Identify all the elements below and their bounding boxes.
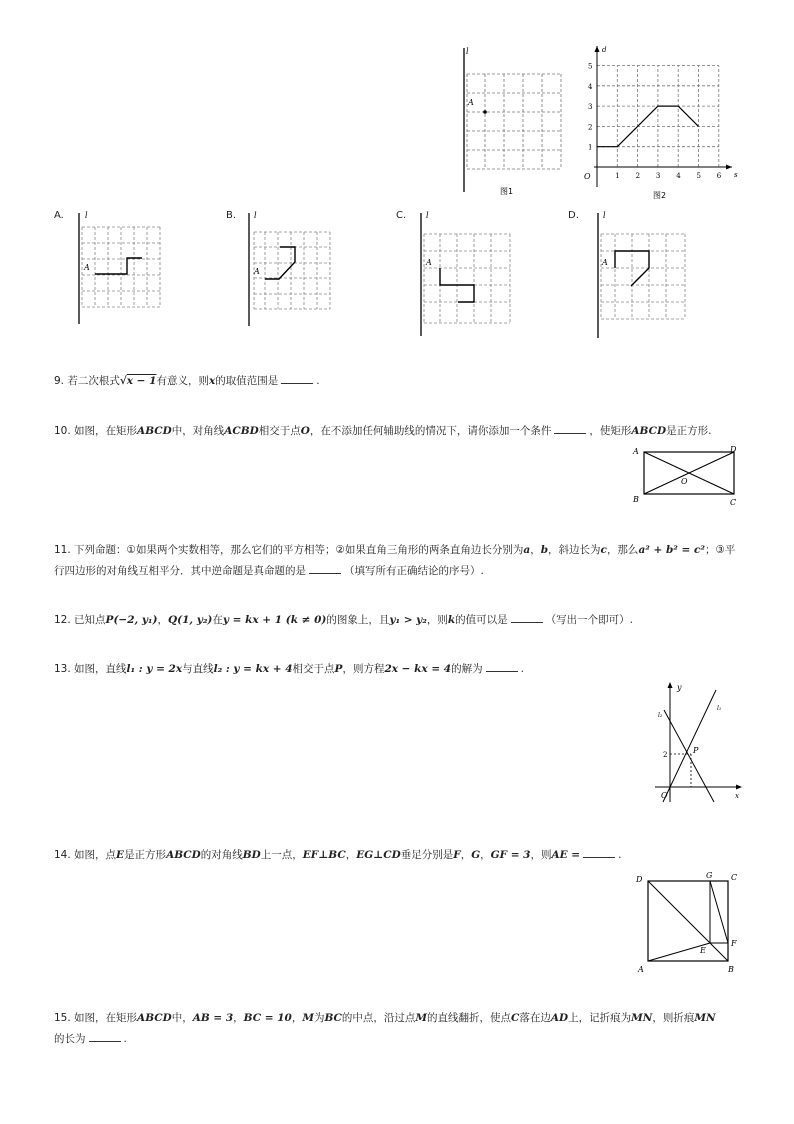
q13-lines-figure: [650, 680, 745, 805]
question-10: 10. 如图，在矩形ABCD中，对角线ACBD相交于点O，在不添加任何辅助线的情况下，请你添加一个条件 ，使矩形ABCD是正方形.: [54, 425, 712, 437]
y-tick-label: 2: [588, 123, 593, 132]
x-tick-label: 6: [716, 172, 722, 180]
svg-text:D: D: [636, 875, 643, 884]
x-axis-label: s: [734, 171, 738, 179]
answer-blank-q11[interactable]: [309, 563, 341, 574]
x-tick-label: 4: [676, 172, 681, 180]
question-15-line-2: 的长为 .: [54, 1033, 127, 1045]
question-11: 11. 下列命题：①如果两个实数相等，那么它们的平方相等；②如果直角三角形的两条直角边长分别为a，b，斜边长为c，那么a² + b² = c²；③平: [54, 544, 736, 556]
svg-text:B: B: [728, 965, 734, 974]
y-axis-label: d: [602, 46, 607, 54]
option-d-letter: D.: [568, 210, 579, 221]
svg-text:A: A: [638, 965, 644, 974]
option-d-figure[interactable]: [593, 208, 688, 340]
svg-text:G: G: [706, 871, 713, 880]
y-tick-label: 5: [588, 62, 593, 71]
y-tick-label: 4: [588, 82, 593, 91]
x-tick-label: 1: [615, 172, 620, 180]
option-b-figure[interactable]: [244, 208, 339, 328]
svg-text:2: 2: [663, 751, 668, 759]
path: [95, 258, 142, 274]
svg-text:D: D: [730, 445, 737, 454]
option-b-letter: B.: [226, 210, 237, 221]
question-14: 14. 如图，点E是正方形ABCD的对角线BD上一点，EF⊥BC，EG⊥CD垂足分别是F，G，GF = 3，则AE = .: [54, 849, 622, 861]
point-a: [483, 110, 487, 114]
axes: [594, 46, 732, 187]
figure-1: [455, 42, 570, 202]
y-tick-label: 3: [588, 103, 593, 112]
answer-blank-q13[interactable]: [486, 661, 518, 672]
q10-rectangle-figure: [630, 444, 745, 508]
svg-text:O: O: [661, 791, 668, 800]
answer-blank-q14[interactable]: [583, 847, 615, 858]
grid: [467, 74, 561, 169]
grid: [597, 66, 719, 168]
axis-label-l: l: [85, 211, 88, 220]
svg-text:l₁: l₁: [717, 705, 722, 712]
x-tick-label: 3: [655, 172, 661, 180]
axis-label-l: l: [426, 211, 429, 220]
answer-blank-q10[interactable]: [554, 423, 586, 434]
svg-text:P: P: [693, 746, 699, 755]
svg-text:O: O: [681, 477, 688, 486]
svg-text:E: E: [700, 946, 706, 955]
question-13: 13. 如图，直线l₁ : y = 2x与直线l₂ : y = kx + 4相交于点P，则方程2x − kx = 4的解为 .: [54, 663, 524, 675]
axis-label-l: l: [254, 211, 257, 220]
point-a-label: A: [468, 98, 474, 107]
point-a-label: A: [602, 258, 608, 267]
y-tick-label: 1: [588, 143, 593, 152]
question-12: 12. 已知点P(−2, y₁)，Q(1, y₂)在y = kx + 1 (k ≠ 0)的图象上，且y₁ > y₂，则k的值可以是 （写出一个即可）.: [54, 614, 633, 626]
svg-text:C: C: [730, 498, 737, 507]
point-a-label: A: [426, 258, 432, 267]
option-a-figure[interactable]: [74, 208, 169, 328]
option-c-figure[interactable]: [416, 208, 516, 338]
question-15: 15. 如图，在矩形ABCD中，AB = 3，BC = 10，M为BC的中点，沿过点M的直线翻折，使点C落在边AD上，记折痕为MN，则折痕MN: [54, 1012, 716, 1024]
x-tick-label: 5: [696, 172, 701, 180]
svg-text:x: x: [735, 792, 739, 800]
svg-text:F: F: [731, 939, 737, 948]
point-a-label: A: [254, 267, 260, 276]
axis-label-l: l: [466, 47, 469, 56]
point-a-label: A: [84, 263, 90, 272]
svg-text:A: A: [633, 447, 639, 456]
origin-label: O: [584, 172, 591, 181]
svg-text:l₂: l₂: [658, 712, 663, 719]
axis-label-l: l: [603, 211, 606, 220]
answer-blank-q15[interactable]: [89, 1031, 121, 1042]
answer-blank-q9[interactable]: [281, 373, 313, 384]
question-11-line-2: 行四边形的对角线互相平分．其中逆命题是真命题的是 （填写所有正确结论的序号）.: [54, 565, 484, 577]
svg-text:y: y: [677, 683, 682, 692]
figure-2-chart: [578, 42, 738, 204]
option-c-letter: C.: [396, 210, 407, 221]
svg-text:B: B: [633, 495, 639, 504]
figure-2-caption: 图2: [653, 191, 667, 200]
answer-blank-q12[interactable]: [511, 612, 543, 623]
x-tick-label: 2: [635, 172, 641, 180]
svg-text:C: C: [731, 873, 738, 882]
q14-square-figure: [632, 868, 744, 976]
option-a-letter: A.: [54, 210, 64, 221]
figure-1-caption: 图1: [500, 187, 514, 196]
question-9: 9. 若二次根式√x − 1有意义，则x的取值范围是 .: [54, 375, 320, 387]
